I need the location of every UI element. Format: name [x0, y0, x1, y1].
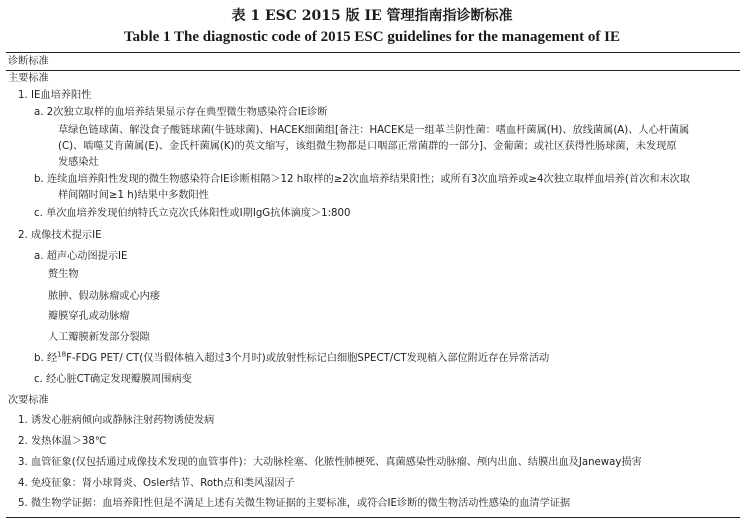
table-header-rule: [6, 70, 740, 71]
echo-finding: 脓肿、假动脉瘤或心内瘘: [48, 291, 161, 302]
major-item-1b-line: b. 连续血培养阳性发现的微生物感染符合IE诊断相隔＞12 h取样的≥2次血培养结果阳性；或所有3次血培养或≥4次独立取样血培养(首次和末次取: [34, 174, 691, 185]
major-item-1: 1. IE血培养阳性: [18, 90, 92, 101]
major-item-1c: c. 单次血培养发现伯纳特氏立克次氏体阳性或Ⅰ期IgG抗体滴度＞1:800: [34, 208, 351, 219]
echo-finding: 赘生物: [48, 269, 79, 280]
major-item-1a-detail-line: (C)、啮噬艾肯菌属(E)、金氏杆菌属(K)的英文缩写，该组微生物都是口咽部正常菌群的一部分]、金葡菌；或社区获得性肠球菌，未发现原: [58, 141, 677, 152]
minor-item: 1. 诱发心脏病倾向或静脉注射药物诱使发病: [18, 415, 215, 426]
table-top-rule: [6, 52, 740, 53]
major-criteria-heading: 主要标准: [8, 73, 49, 84]
table-bottom-rule: [6, 517, 740, 518]
minor-item: 4. 免疫征象：肾小球肾炎、Osler结节、Roth点和类风湿因子: [18, 478, 295, 489]
minor-item: 5. 微生物学证据：血培养阳性但是不满足上述有关微生物证据的主要标准，或符合IE诊断的微生物活动性感染的血清学证据: [18, 498, 571, 509]
table-caption-en: Table 1 The diagnostic code of 2015 ESC guidelines for the management of IE: [123, 29, 620, 45]
major-item-2c: c. 经心脏CT确定发现瓣膜周围病变: [34, 374, 192, 385]
major-item-2b: [34, 352, 549, 366]
major-item-1b-line: 样间隔时间≥1 h)结果中多数阳性: [58, 190, 209, 201]
major-item-1a-detail-line: 草绿色链球菌、解没食子酸链球菌(牛链球菌)、HACEK细菌组[备注：HACEK是一组革兰阴性菌：嗜血杆菌属(H)、放线菌属(A)、人心杆菌属: [58, 125, 690, 136]
minor-criteria-heading: 次要标准: [8, 395, 49, 406]
isotope-superscript: 18: [57, 350, 67, 359]
minor-item: 3. 血管征象(仅包括通过成像技术发现的血管事件)：大动脉栓塞、化脓性肺梗死、真菌感染性动脉瘤、颅内出血、结膜出血及Janeway损害: [18, 457, 642, 468]
table-header-cell: 诊断标准: [8, 56, 49, 67]
table-caption-cn: 表 1 ESC 2015 版 IE 管理指南指诊断标准: [231, 8, 513, 24]
major-item-2a: a. 超声心动图提示IE: [34, 251, 128, 262]
minor-item: 2. 发热体温＞38℃: [18, 436, 107, 447]
echo-finding: 人工瓣膜新发部分裂隙: [48, 332, 150, 343]
major-item-2b-prefix: b. 经: [34, 353, 58, 364]
major-item-2: 2. 成像技术提示IE: [18, 230, 102, 241]
major-item-1a: a. 2次独立取样的血培养结果显示存在典型微生物感染符合IE诊断: [34, 107, 328, 118]
echo-finding: 瓣膜穿孔或动脉瘤: [48, 311, 130, 322]
major-item-1a-detail-line: 发感染灶: [58, 157, 99, 168]
major-item-2b-text: F-FDG PET/ CT(仅当假体植入超过3个月时)或放射性标记白细胞SPECT/CT发现植入部位附近存在异常活动: [66, 353, 550, 364]
